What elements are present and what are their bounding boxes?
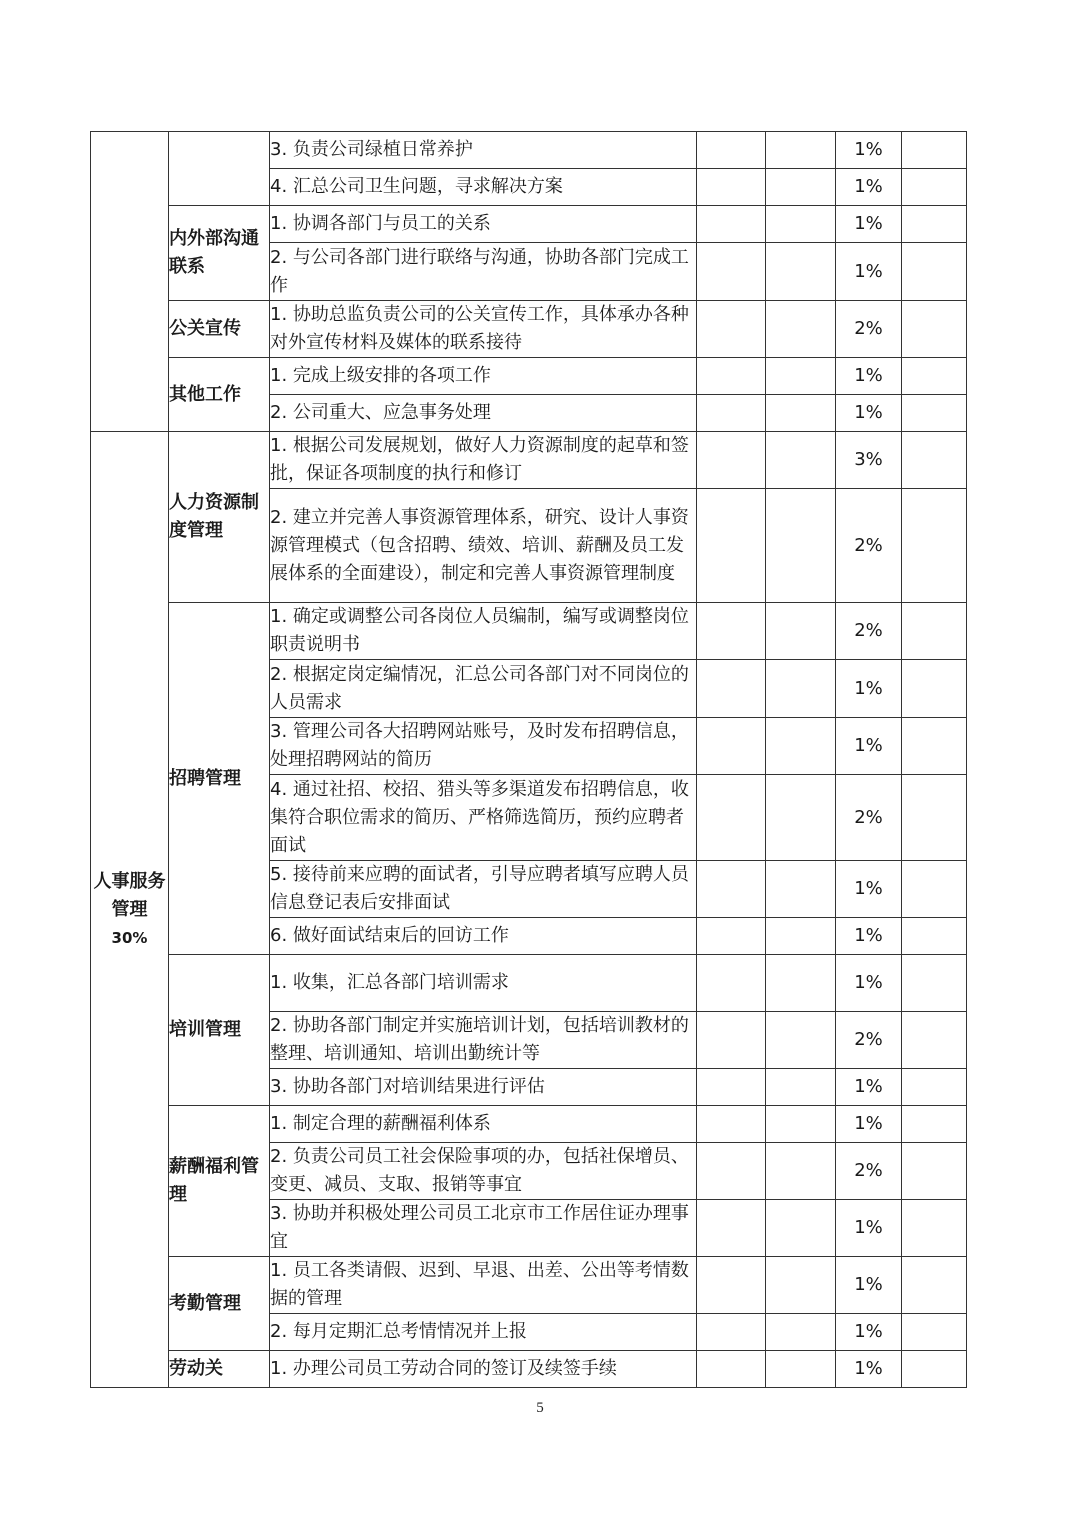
task-cell: 3. 协助并积极处理公司员工北京市工作居住证办理事宜 bbox=[270, 1200, 697, 1257]
task-cell: 2. 公司重大、应急事务处理 bbox=[270, 395, 697, 432]
task-cell: 1. 制定合理的薪酬福利体系 bbox=[270, 1106, 697, 1143]
blank-cell bbox=[697, 132, 766, 169]
blank-cell bbox=[697, 1069, 766, 1106]
table-row bbox=[91, 132, 967, 169]
subcategory-cell bbox=[169, 132, 270, 206]
task-cell: 3. 协助各部门对培训结果进行评估 bbox=[270, 1069, 697, 1106]
blank-cell bbox=[697, 861, 766, 918]
blank-cell bbox=[902, 861, 967, 918]
weight-cell: 1% bbox=[836, 1351, 902, 1388]
blank-cell bbox=[766, 603, 836, 660]
blank-cell bbox=[697, 243, 766, 301]
blank-cell bbox=[766, 132, 836, 169]
blank-cell bbox=[766, 1200, 836, 1257]
table-row bbox=[91, 206, 967, 243]
blank-cell bbox=[697, 918, 766, 955]
task-cell: 2. 协助各部门制定并实施培训计划，包括培训教材的整理、培训通知、培训出勤统计等 bbox=[270, 1012, 697, 1069]
weight-cell: 1% bbox=[836, 861, 902, 918]
blank-cell bbox=[902, 489, 967, 603]
blank-cell bbox=[902, 1257, 967, 1314]
category-cell bbox=[91, 432, 169, 1388]
blank-cell bbox=[766, 243, 836, 301]
blank-cell bbox=[697, 1257, 766, 1314]
weight-cell: 1% bbox=[836, 243, 902, 301]
table-row bbox=[91, 1106, 967, 1143]
task-cell: 2. 与公司各部门进行联络与沟通，协助各部门完成工作 bbox=[270, 243, 697, 301]
task-cell: 2. 每月定期汇总考情情况并上报 bbox=[270, 1314, 697, 1351]
blank-cell bbox=[902, 301, 967, 358]
subcategory-cell: 其他工作 bbox=[169, 358, 270, 432]
task-cell: 4. 汇总公司卫生问题，寻求解决方案 bbox=[270, 169, 697, 206]
blank-cell bbox=[697, 1314, 766, 1351]
blank-cell bbox=[766, 918, 836, 955]
blank-cell bbox=[766, 206, 836, 243]
blank-cell bbox=[697, 1351, 766, 1388]
subcategory-cell: 培训管理 bbox=[169, 955, 270, 1106]
kpi-table bbox=[90, 131, 967, 1388]
weight-cell: 2% bbox=[836, 775, 902, 861]
weight-cell: 1% bbox=[836, 169, 902, 206]
blank-cell bbox=[697, 1012, 766, 1069]
weight-cell: 1% bbox=[836, 395, 902, 432]
blank-cell bbox=[766, 301, 836, 358]
task-cell: 3. 负责公司绿植日常养护 bbox=[270, 132, 697, 169]
subcategory-cell: 公关宣传 bbox=[169, 301, 270, 358]
table-row bbox=[91, 1257, 967, 1314]
blank-cell bbox=[766, 432, 836, 489]
blank-cell bbox=[766, 358, 836, 395]
task-cell: 3. 管理公司各大招聘网站账号，及时发布招聘信息，处理招聘网站的简历 bbox=[270, 718, 697, 775]
weight-cell: 1% bbox=[836, 358, 902, 395]
blank-cell bbox=[697, 395, 766, 432]
weight-cell: 2% bbox=[836, 1012, 902, 1069]
category-cell bbox=[91, 132, 169, 432]
blank-cell bbox=[697, 1200, 766, 1257]
task-cell: 1. 协助总监负责公司的公关宣传工作，具体承办各种对外宣传材料及媒体的联系接待 bbox=[270, 301, 697, 358]
blank-cell bbox=[766, 775, 836, 861]
blank-cell bbox=[902, 775, 967, 861]
task-cell: 1. 办理公司员工劳动合同的签订及续签手续 bbox=[270, 1351, 697, 1388]
blank-cell bbox=[902, 955, 967, 1012]
blank-cell bbox=[697, 718, 766, 775]
weight-cell: 1% bbox=[836, 1200, 902, 1257]
blank-cell bbox=[902, 718, 967, 775]
task-cell: 2. 负责公司员工社会保险事项的办，包括社保增员、变更、减员、支取、报销等事宜 bbox=[270, 1143, 697, 1200]
task-cell: 1. 协调各部门与员工的关系 bbox=[270, 206, 697, 243]
weight-cell: 2% bbox=[836, 489, 902, 603]
table-row bbox=[91, 358, 967, 395]
blank-cell bbox=[902, 432, 967, 489]
blank-cell bbox=[902, 1314, 967, 1351]
blank-cell bbox=[902, 132, 967, 169]
table-row bbox=[91, 301, 967, 358]
weight-cell: 1% bbox=[836, 1257, 902, 1314]
blank-cell bbox=[766, 718, 836, 775]
subcategory-cell: 薪酬福利管理 bbox=[169, 1106, 270, 1257]
blank-cell bbox=[697, 603, 766, 660]
blank-cell bbox=[697, 775, 766, 861]
blank-cell bbox=[766, 861, 836, 918]
weight-cell: 1% bbox=[836, 206, 902, 243]
task-cell: 2. 根据定岗定编情况，汇总公司各部门对不同岗位的人员需求 bbox=[270, 660, 697, 718]
blank-cell bbox=[697, 660, 766, 718]
weight-cell: 2% bbox=[836, 1143, 902, 1200]
blank-cell bbox=[766, 660, 836, 718]
weight-cell: 1% bbox=[836, 132, 902, 169]
blank-cell bbox=[766, 1314, 836, 1351]
blank-cell bbox=[902, 169, 967, 206]
blank-cell bbox=[902, 918, 967, 955]
subcategory-cell: 内外部沟通联系 bbox=[169, 206, 270, 301]
blank-cell bbox=[697, 1106, 766, 1143]
weight-cell: 2% bbox=[836, 301, 902, 358]
weight-cell: 1% bbox=[836, 1314, 902, 1351]
task-cell: 2. 建立并完善人事资源管理体系，研究、设计人事资源管理模式（包含招聘、绩效、培训、薪酬及员工发展体系的全面建设），制定和完善人事资源管理制度 bbox=[270, 489, 697, 603]
blank-cell bbox=[697, 301, 766, 358]
blank-cell bbox=[766, 169, 836, 206]
blank-cell bbox=[902, 1200, 967, 1257]
weight-cell: 1% bbox=[836, 918, 902, 955]
subcategory-cell: 人力资源制度管理 bbox=[169, 432, 270, 603]
blank-cell bbox=[902, 603, 967, 660]
task-cell: 4. 通过社招、校招、猎头等多渠道发布招聘信息，收集符合职位需求的简历、严格筛选简历，预约应聘者面试 bbox=[270, 775, 697, 861]
blank-cell bbox=[697, 432, 766, 489]
blank-cell bbox=[697, 1143, 766, 1200]
task-cell: 1. 收集，汇总各部门培训需求 bbox=[270, 955, 697, 1012]
blank-cell bbox=[766, 1257, 836, 1314]
page-number: 5 bbox=[536, 1400, 544, 1416]
blank-cell bbox=[697, 489, 766, 603]
blank-cell bbox=[766, 1069, 836, 1106]
blank-cell bbox=[766, 395, 836, 432]
blank-cell bbox=[697, 358, 766, 395]
blank-cell bbox=[902, 206, 967, 243]
category-label: 人事服务管理 bbox=[93, 870, 166, 920]
task-cell: 5. 接待前来应聘的面试者，引导应聘者填写应聘人员信息登记表后安排面试 bbox=[270, 861, 697, 918]
blank-cell bbox=[766, 955, 836, 1012]
blank-cell bbox=[902, 1069, 967, 1106]
task-cell: 6. 做好面试结束后的回访工作 bbox=[270, 918, 697, 955]
weight-cell: 1% bbox=[836, 1069, 902, 1106]
task-cell: 1. 员工各类请假、迟到、早退、出差、公出等考情数据的管理 bbox=[270, 1257, 697, 1314]
blank-cell bbox=[902, 1012, 967, 1069]
weight-cell: 3% bbox=[836, 432, 902, 489]
table-row bbox=[91, 603, 967, 660]
table-row bbox=[91, 1351, 967, 1388]
blank-cell bbox=[902, 1351, 967, 1388]
blank-cell bbox=[697, 955, 766, 1012]
blank-cell bbox=[697, 206, 766, 243]
blank-cell bbox=[902, 358, 967, 395]
weight-cell: 1% bbox=[836, 660, 902, 718]
table-row bbox=[91, 955, 967, 1012]
task-cell: 1. 根据公司发展规划，做好人力资源制度的起草和签批，保证各项制度的执行和修订 bbox=[270, 432, 697, 489]
blank-cell bbox=[902, 660, 967, 718]
task-cell: 1. 完成上级安排的各项工作 bbox=[270, 358, 697, 395]
category-percent: 30% bbox=[111, 928, 148, 947]
blank-cell bbox=[902, 243, 967, 301]
subcategory-cell: 招聘管理 bbox=[169, 603, 270, 955]
weight-cell: 1% bbox=[836, 1106, 902, 1143]
weight-cell: 1% bbox=[836, 718, 902, 775]
subcategory-cell: 劳动关 bbox=[169, 1351, 270, 1388]
blank-cell bbox=[766, 1012, 836, 1069]
blank-cell bbox=[697, 169, 766, 206]
blank-cell bbox=[902, 1106, 967, 1143]
blank-cell bbox=[766, 1351, 836, 1388]
blank-cell bbox=[766, 489, 836, 603]
subcategory-cell: 考勤管理 bbox=[169, 1257, 270, 1351]
blank-cell bbox=[902, 1143, 967, 1200]
blank-cell bbox=[766, 1106, 836, 1143]
task-cell: 1. 确定或调整公司各岗位人员编制，编写或调整岗位职责说明书 bbox=[270, 603, 697, 660]
table-row bbox=[91, 432, 967, 489]
blank-cell bbox=[902, 395, 967, 432]
weight-cell: 2% bbox=[836, 603, 902, 660]
weight-cell: 1% bbox=[836, 955, 902, 1012]
blank-cell bbox=[766, 1143, 836, 1200]
